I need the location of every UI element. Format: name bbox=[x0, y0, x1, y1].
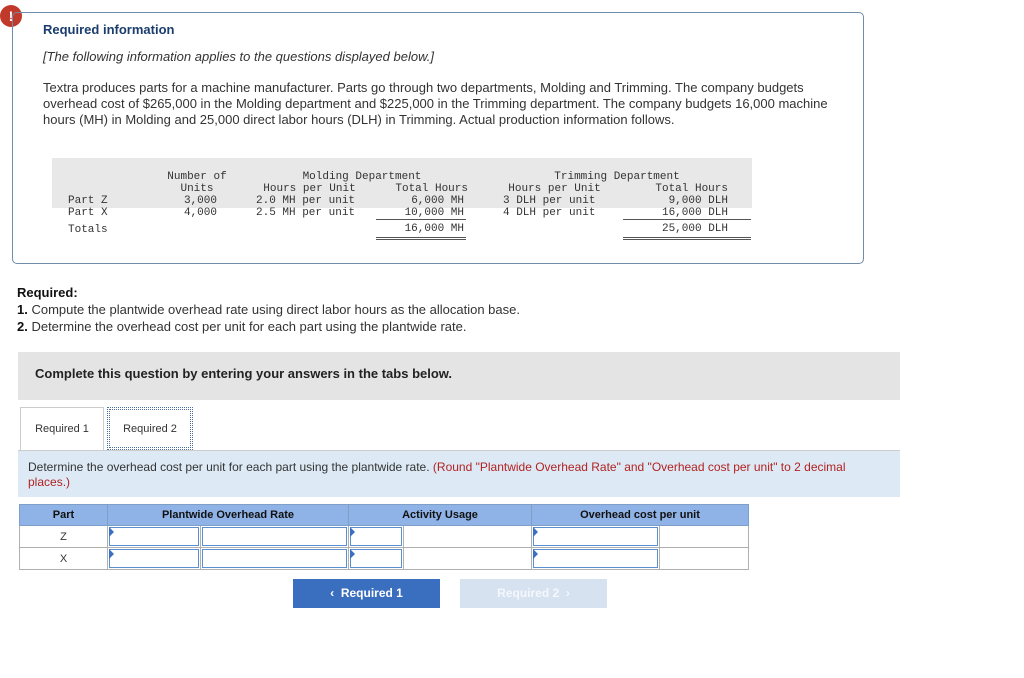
row-z-part: Part Z bbox=[68, 195, 108, 207]
molding-dept-header: Molding Department bbox=[302, 171, 422, 183]
z-overhead-blank bbox=[660, 526, 749, 548]
complete-question-bar bbox=[18, 352, 900, 400]
trimming-hours-header: Hours per Unit bbox=[508, 183, 601, 195]
table-row bbox=[20, 548, 749, 570]
prev-button-label: Required 1 bbox=[340, 586, 403, 600]
info-title: Required information bbox=[43, 22, 175, 37]
x-overhead-cost-input[interactable] bbox=[532, 548, 660, 570]
totals-label: Totals bbox=[68, 224, 108, 236]
row-x-molding-total: 10,000 MH bbox=[404, 207, 464, 219]
molding-total-line-1 bbox=[376, 237, 466, 238]
x-activity-blank bbox=[404, 548, 532, 570]
chevron-right-icon: › bbox=[565, 586, 570, 600]
row-z-trimming-total: 9,000 DLH bbox=[668, 195, 728, 207]
required-item1-text: Compute the plantwide overhead rate using direct labor hours as the allocation base. bbox=[27, 302, 520, 317]
x-activity-input[interactable] bbox=[349, 548, 404, 570]
units-header-1: Number of bbox=[167, 171, 227, 183]
instruction-box bbox=[18, 451, 900, 497]
row-x-trimming-total: 16,000 DLH bbox=[661, 207, 728, 219]
x-rate-input-b[interactable] bbox=[201, 548, 349, 570]
x-overhead-blank bbox=[660, 548, 749, 570]
row-x-part-label: X bbox=[20, 548, 108, 570]
instruction-rounding-note: (Round "Plantwide Overhead Rate" and "Overhead cost per unit" to 2 decimal places.) bbox=[28, 460, 846, 489]
totals-molding: 16,000 MH bbox=[404, 223, 464, 235]
z-rate-input-a[interactable] bbox=[108, 526, 201, 548]
row-z-molding-rate: 2.0 MH per unit bbox=[256, 195, 356, 207]
required-item2-text: Determine the overhead cost per unit for each part using the plantwide rate. bbox=[27, 319, 467, 334]
required-item1-num: 1. bbox=[17, 302, 28, 317]
trimming-total-line-1 bbox=[623, 237, 751, 238]
trimming-dept-header: Trimming Department bbox=[554, 171, 680, 183]
header-overhead-cost-per-unit: Overhead cost per unit bbox=[532, 505, 749, 526]
instruction-text: Determine the overhead cost per unit for each part using the plantwide rate. bbox=[28, 460, 433, 474]
chevron-left-icon: ‹ bbox=[330, 586, 335, 600]
trimming-subtotal-line bbox=[623, 219, 751, 220]
totals-trimming: 25,000 DLH bbox=[661, 223, 728, 235]
molding-subtotal-line bbox=[376, 219, 466, 220]
header-plantwide-rate: Plantwide Overhead Rate bbox=[108, 505, 349, 526]
production-data-table bbox=[52, 158, 752, 240]
alert-icon: ! bbox=[0, 5, 22, 27]
row-z-part-label: Z bbox=[20, 526, 108, 548]
prev-required-1-button[interactable] bbox=[293, 579, 440, 608]
next-button-label: Required 2 bbox=[497, 586, 560, 600]
z-activity-blank bbox=[404, 526, 532, 548]
table-row bbox=[20, 526, 749, 548]
trimming-total-line-2 bbox=[623, 239, 751, 240]
row-x-molding-rate: 2.5 MH per unit bbox=[256, 207, 356, 219]
z-activity-input[interactable] bbox=[349, 526, 404, 548]
header-activity-usage: Activity Usage bbox=[349, 505, 532, 526]
row-x-units: 4,000 bbox=[183, 207, 217, 219]
tab-required-1[interactable]: Required 1 bbox=[20, 407, 104, 450]
required-item2-num: 2. bbox=[17, 319, 28, 334]
row-z-molding-total: 6,000 MH bbox=[411, 195, 464, 207]
z-rate-input-b[interactable] bbox=[201, 526, 349, 548]
header-part: Part bbox=[20, 505, 108, 526]
units-header-2: Units bbox=[180, 183, 214, 195]
tab-required-2[interactable]: Required 2 bbox=[107, 407, 193, 450]
info-paragraph: Textra produces parts for a machine manufacturer. Parts go through two departments, Molding and Trimming. The company budgets overhead cost of $265,000 in the Molding department and $225,000 in the Trimming department. The company budgets 16,000 machine hours (MH) in Molding and 25,000 direct labor hours (DLH) in Trimming. Actual production information follows. bbox=[43, 80, 828, 127]
row-z-units: 3,000 bbox=[183, 195, 217, 207]
info-note: [The following information applies to the questions displayed below.] bbox=[43, 49, 434, 64]
molding-total-line-2 bbox=[376, 239, 466, 240]
answer-table bbox=[19, 504, 749, 570]
z-overhead-cost-input[interactable] bbox=[532, 526, 660, 548]
molding-total-header: Total Hours bbox=[395, 183, 468, 195]
row-x-trimming-rate: 4 DLH per unit bbox=[503, 207, 596, 219]
row-x-part: Part X bbox=[68, 207, 108, 219]
answer-header-row bbox=[20, 505, 749, 526]
x-rate-input-a[interactable] bbox=[108, 548, 201, 570]
trimming-total-header: Total Hours bbox=[655, 183, 728, 195]
row-z-trimming-rate: 3 DLH per unit bbox=[503, 195, 596, 207]
required-section bbox=[17, 284, 520, 335]
molding-hours-header: Hours per Unit bbox=[263, 183, 356, 195]
complete-question-text: Complete this question by entering your answers in the tabs below. bbox=[35, 366, 453, 381]
next-required-2-button[interactable] bbox=[460, 579, 607, 608]
required-heading: Required: bbox=[17, 285, 78, 300]
